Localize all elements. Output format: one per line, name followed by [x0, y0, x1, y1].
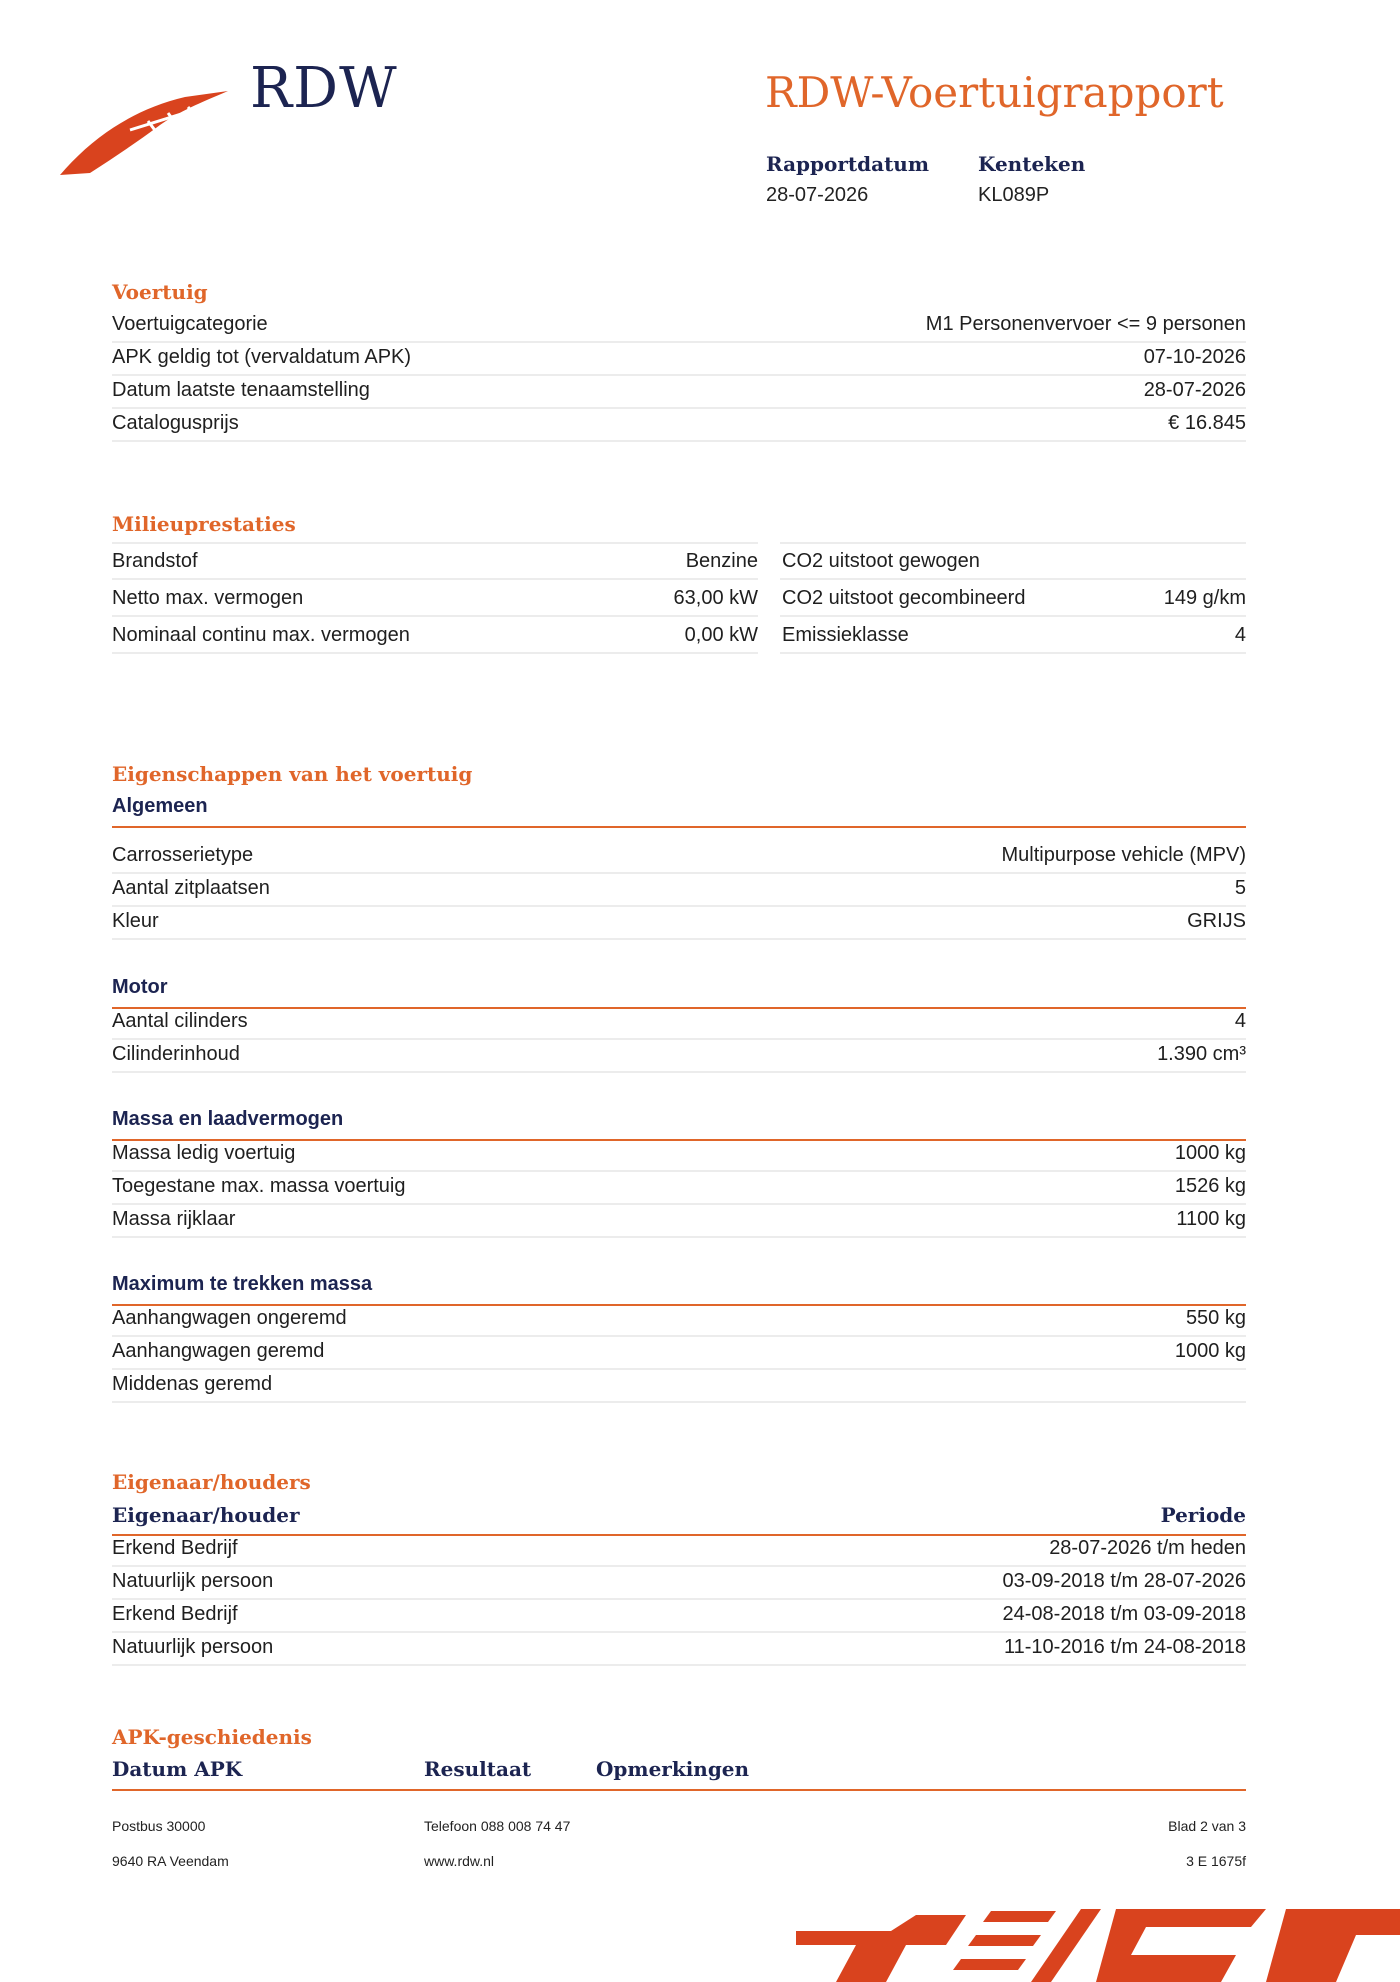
table-row: [112, 1534, 1246, 1567]
table-row: [112, 1007, 1246, 1040]
row-key: Middenas geremd: [112, 1373, 273, 1395]
table-row: [112, 545, 1246, 580]
footer-phone: Telefoon 088 008 74 47: [424, 1818, 571, 1834]
table-row: [112, 1172, 1246, 1205]
footer-page-number: Blad 2 van 3: [1168, 1818, 1246, 1834]
divider: [112, 1789, 1246, 1791]
trekken-title: Maximum te trekken massa: [112, 1273, 373, 1295]
divider: [112, 826, 1246, 828]
row-key: Carrosserietype: [112, 844, 254, 866]
row-value: 0,00 kW: [684, 624, 758, 646]
col-periode-header: Periode: [1160, 1503, 1246, 1527]
row-key: Aanhangwagen geremd: [112, 1340, 325, 1362]
row-value: 4: [1234, 624, 1246, 646]
table-row: [112, 1567, 1246, 1600]
section-milieu-title: Milieuprestaties: [112, 512, 296, 536]
row-key: Cilinderinhoud: [112, 1043, 240, 1065]
table-row: [112, 1040, 1246, 1073]
row-key: Massa ledig voertuig: [112, 1142, 296, 1164]
footer-address-line2: 9640 RA Veendam: [112, 1853, 229, 1869]
row-key: Natuurlijk persoon: [112, 1636, 274, 1658]
section-apk-title: APK-geschiedenis: [112, 1725, 312, 1749]
row-key: Voertuigcategorie: [112, 313, 268, 335]
row-value: 1000 kg: [1174, 1340, 1246, 1362]
footer-website-link[interactable]: www.rdw.nl: [424, 1853, 495, 1869]
row-key: Erkend Bedrijf: [112, 1603, 238, 1625]
table-row: [112, 1600, 1246, 1633]
row-value: 03-09-2018 t/m 28-07-2026: [1002, 1570, 1246, 1592]
row-value: 1000 kg: [1174, 1142, 1246, 1164]
algemeen-title: Algemeen: [112, 795, 208, 817]
table-row: [112, 582, 1246, 617]
row-value: 4: [1234, 1010, 1246, 1032]
row-key: Aantal zitplaatsen: [112, 877, 270, 899]
row-key: Nominaal continu max. vermogen: [112, 624, 410, 646]
table-row: [112, 1633, 1246, 1666]
rdw-stripe-graphic: [796, 1905, 1400, 1982]
row-value: GRIJS: [1187, 910, 1246, 932]
col-datum-apk-header: Datum APK: [112, 1757, 243, 1781]
rapportdatum-label: Rapportdatum: [766, 152, 930, 176]
row-value: 5: [1234, 877, 1246, 899]
row-value: Multipurpose vehicle (MPV): [1001, 844, 1246, 866]
row-value: 1526 kg: [1174, 1175, 1246, 1197]
row-value: 550 kg: [1185, 1307, 1246, 1329]
table-row: [112, 841, 1246, 874]
row-key: Emissieklasse: [782, 624, 909, 646]
row-value: 28-07-2026: [1143, 379, 1246, 401]
row-key: CO2 uitstoot gewogen: [782, 550, 980, 572]
col-resultaat-header: Resultaat: [424, 1757, 532, 1781]
row-key: Natuurlijk persoon: [112, 1570, 274, 1592]
motor-title: Motor: [112, 976, 168, 998]
milieu-top-line-left: [112, 542, 758, 544]
table-row: [112, 619, 1246, 654]
table-row: [112, 874, 1246, 907]
row-value: € 16.845: [1168, 412, 1246, 434]
table-row: [112, 1139, 1246, 1172]
table-row: [112, 376, 1246, 409]
col-opmerkingen-header: Opmerkingen: [596, 1757, 750, 1781]
row-key: CO2 uitstoot gecombineerd: [782, 587, 1026, 609]
row-key: Aanhangwagen ongeremd: [112, 1307, 347, 1329]
section-eigenaars-title: Eigenaar/houders: [112, 1470, 311, 1494]
table-row: [112, 343, 1246, 376]
section-eigenschappen-title: Eigenschappen van het voertuig: [112, 762, 473, 786]
row-key: Toegestane max. massa voertuig: [112, 1175, 406, 1197]
table-row: [112, 409, 1246, 442]
row-value: M1 Personenvervoer <= 9 personen: [925, 313, 1246, 335]
table-row: [112, 1337, 1246, 1370]
row-key: Kleur: [112, 910, 159, 932]
row-value: 24-08-2018 t/m 03-09-2018: [1002, 1603, 1246, 1625]
table-row: [112, 310, 1246, 343]
row-value: 07-10-2026: [1143, 346, 1246, 368]
row-key: APK geldig tot (vervaldatum APK): [112, 346, 412, 368]
row-value: 1100 kg: [1176, 1208, 1246, 1230]
milieu-top-line-right: [780, 542, 1246, 544]
report-title: RDW-Voertuigrapport: [765, 68, 1224, 117]
row-key: Catalogusprijs: [112, 412, 239, 434]
table-row: [112, 1304, 1246, 1337]
section-voertuig-title: Voertuig: [112, 280, 208, 304]
rdw-logo-text: RDW: [250, 56, 398, 121]
row-key: Massa rijklaar: [112, 1208, 236, 1230]
row-value: 63,00 kW: [673, 587, 758, 609]
row-value: 149 g/km: [1163, 587, 1246, 609]
table-row: [112, 907, 1246, 940]
kenteken-value: KL089P: [978, 184, 1050, 206]
table-row: [112, 1370, 1246, 1403]
footer-address-line1: Postbus 30000: [112, 1818, 206, 1834]
row-key: Netto max. vermogen: [112, 587, 304, 609]
rapportdatum-value: 28-07-2026: [766, 184, 869, 206]
row-key: Erkend Bedrijf: [112, 1537, 238, 1559]
table-row: [112, 1205, 1246, 1238]
rdw-logo-mark: [60, 85, 235, 180]
footer-document-code: 3 E 1675f: [1186, 1853, 1246, 1869]
row-key: Datum laatste tenaamstelling: [112, 379, 370, 401]
row-value: 28-07-2026 t/m heden: [1049, 1537, 1246, 1559]
row-value: 1.390 cm³: [1157, 1043, 1246, 1065]
col-eigenaar-header: Eigenaar/houder: [112, 1503, 300, 1527]
row-value: 11-10-2016 t/m 24-08-2018: [1003, 1636, 1246, 1658]
row-key: Brandstof: [112, 550, 198, 572]
massa-title: Massa en laadvermogen: [112, 1108, 344, 1130]
kenteken-label: Kenteken: [978, 152, 1086, 176]
row-value: Benzine: [685, 550, 758, 572]
row-key: Aantal cilinders: [112, 1010, 248, 1032]
